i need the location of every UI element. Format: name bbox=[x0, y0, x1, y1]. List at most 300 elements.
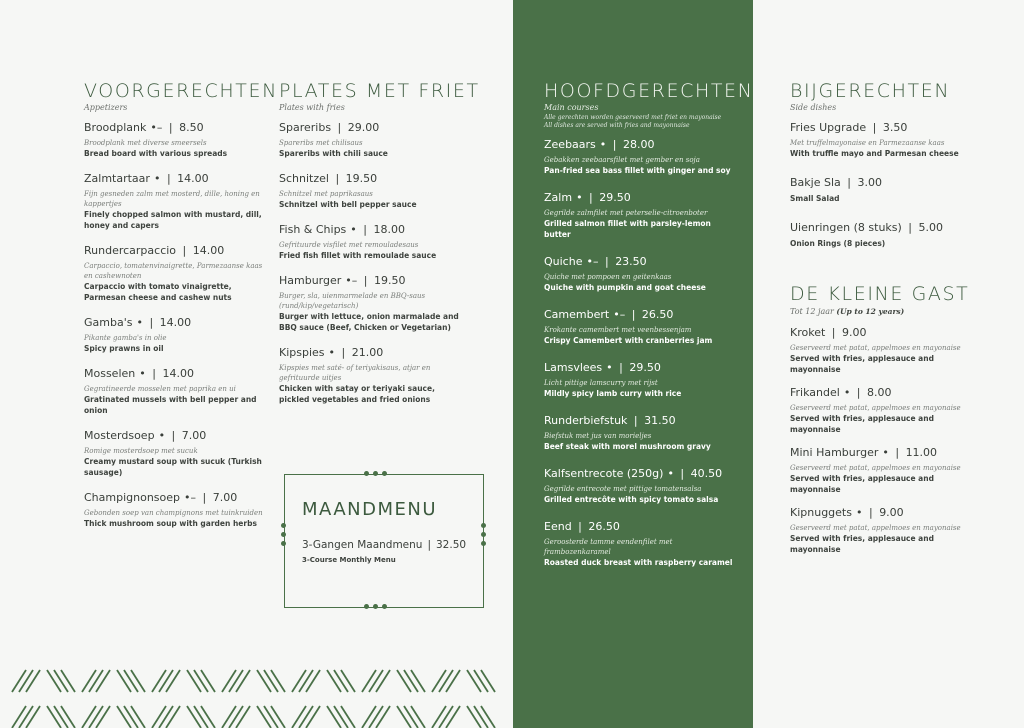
price-separator: | bbox=[904, 221, 916, 234]
menu-item-description-english: Grilled salmon fillet with parsley-lemon butter bbox=[544, 219, 711, 239]
menu-item-heading bbox=[544, 361, 734, 375]
section-subtitle bbox=[790, 306, 970, 317]
menu-item-heading bbox=[544, 414, 734, 428]
chevron-stroke bbox=[404, 706, 418, 728]
price-separator: | bbox=[359, 223, 371, 236]
menu-item bbox=[84, 121, 264, 159]
menu-item-heading bbox=[790, 506, 970, 520]
dietary-mark: • bbox=[158, 429, 166, 442]
menu-item-heading bbox=[84, 429, 264, 443]
menu-item-price: 7.00 bbox=[181, 429, 207, 442]
menu-item-name: Quiche bbox=[544, 255, 583, 268]
menu-item-description-dutch: Gebakken zeebaarsfilet met gember en soja bbox=[544, 156, 700, 164]
menu-item-name: Zeebaars bbox=[544, 138, 596, 151]
menu-item-description-dutch: Quiche met pompoen en geitenkaas bbox=[544, 273, 672, 281]
menu-item-price: 18.00 bbox=[373, 223, 405, 236]
menu-item-heading bbox=[279, 274, 464, 288]
menu-item-price: 3.00 bbox=[857, 176, 882, 189]
menu-item bbox=[790, 386, 970, 435]
menu-item-price: 29.50 bbox=[629, 361, 661, 374]
menu-item-name: Fish & Chips bbox=[279, 223, 347, 236]
menu-item-heading bbox=[84, 491, 264, 505]
menu-item-name: Hamburger bbox=[279, 274, 342, 287]
section-subtitle: Appetizers bbox=[84, 103, 128, 112]
menu-item-description-dutch: Romige mosterdsoep met sucuk bbox=[84, 447, 198, 455]
dietary-mark: •– bbox=[586, 255, 599, 268]
menu-item-heading bbox=[790, 221, 990, 235]
chevron-stroke bbox=[446, 706, 460, 728]
chevron-stroke bbox=[334, 670, 348, 692]
chevron-stroke bbox=[341, 706, 355, 728]
chevron-stroke bbox=[369, 706, 383, 728]
menu-item-description-english: Finely chopped salmon with mustard, dill, honey and capers bbox=[84, 210, 262, 230]
chevron-stroke bbox=[117, 706, 131, 728]
menu-item-price: 9.00 bbox=[879, 506, 904, 519]
menu-item bbox=[84, 429, 264, 478]
menu-item-heading bbox=[544, 191, 734, 205]
price-separator: | bbox=[869, 121, 880, 134]
menu-item-description-english: Pan-fried sea bass fillet with ginger and soy bbox=[544, 166, 731, 175]
menu-item-name: Eend bbox=[544, 520, 572, 533]
chevron-stroke bbox=[446, 670, 460, 692]
menu-item-price: 14.00 bbox=[162, 367, 194, 380]
price-separator: | bbox=[615, 361, 627, 374]
menu-item-name: Zalmtartaar bbox=[84, 172, 150, 185]
menu-item-name: Broodplank bbox=[84, 121, 147, 134]
chevron-stroke bbox=[411, 670, 425, 692]
menu-item-price: 31.50 bbox=[644, 414, 676, 427]
chevron-stroke bbox=[12, 706, 26, 728]
chevron-stroke bbox=[292, 706, 306, 728]
menu-item bbox=[84, 172, 264, 231]
monthly-menu-line bbox=[302, 539, 466, 551]
menu-item bbox=[544, 138, 734, 176]
menu-item bbox=[84, 367, 264, 416]
dietary-mark: • bbox=[139, 367, 146, 380]
price-separator: | bbox=[148, 367, 160, 380]
menu-item-description-dutch: Gegrilde zalmfilet met peterselie-citroenboter bbox=[544, 209, 708, 217]
chevron-stroke bbox=[432, 706, 446, 728]
dietary-mark: •– bbox=[150, 121, 163, 134]
decorative-dots-top bbox=[364, 471, 387, 476]
chevron-stroke bbox=[229, 670, 243, 692]
chevron-stroke bbox=[481, 670, 495, 692]
menu-item-price: 26.50 bbox=[588, 520, 620, 533]
chevron-stroke bbox=[439, 670, 453, 692]
monthly-menu-box bbox=[284, 474, 484, 608]
menu-item-description-english: Burger with lettuce, onion marmalade and BBQ sauce (Beef, Chicken or Vegetarian) bbox=[279, 312, 459, 332]
chevron-stroke bbox=[61, 670, 75, 692]
chevron-stroke bbox=[299, 706, 313, 728]
menu-item-price: 21.00 bbox=[351, 346, 384, 359]
menu-item-description-dutch: Fijn gesneden zalm met mosterd, dille, honing en kappertjes bbox=[84, 190, 260, 208]
chevron-stroke bbox=[432, 670, 446, 692]
chevron-stroke bbox=[327, 706, 341, 728]
monthly-menu-title: MAANDMENU bbox=[302, 499, 438, 520]
chevron-stroke bbox=[397, 670, 411, 692]
chevron-stroke bbox=[12, 670, 26, 692]
menu-item-price: 14.00 bbox=[177, 172, 209, 185]
chevron-stroke bbox=[159, 706, 173, 728]
price-separator: | bbox=[609, 138, 620, 151]
menu-item-price: 28.00 bbox=[623, 138, 655, 151]
menu-item bbox=[790, 446, 970, 495]
menu-item-heading bbox=[544, 467, 734, 481]
chevron-stroke bbox=[19, 670, 33, 692]
chevron-stroke bbox=[166, 670, 180, 692]
appetizers-section bbox=[84, 80, 278, 542]
menu-item-name: Spareribs bbox=[279, 121, 332, 134]
note-english: All dishes are served with fries and mayonnaise bbox=[544, 122, 690, 129]
section-note bbox=[544, 114, 734, 130]
menu-item-price: 11.00 bbox=[905, 446, 938, 459]
menu-item-name: Champignonsoep bbox=[84, 491, 181, 504]
dietary-mark: • bbox=[882, 446, 889, 459]
decorative-dots-left bbox=[281, 523, 286, 546]
menu-item-description-english: Small Salad bbox=[790, 194, 840, 203]
price-separator: | bbox=[865, 506, 877, 519]
chevron-stroke bbox=[327, 670, 341, 692]
chevron-stroke bbox=[362, 670, 376, 692]
menu-item-description-english: Onion Rings (8 pieces) bbox=[790, 239, 886, 248]
price-separator: | bbox=[843, 176, 855, 189]
chevron-stroke bbox=[82, 706, 96, 728]
menu-item-description-english: With truffle mayo and Parmesan cheese bbox=[790, 149, 959, 158]
price-separator: | bbox=[630, 414, 642, 427]
dietary-mark: • bbox=[855, 506, 863, 519]
menu-item bbox=[279, 274, 464, 333]
chevron-stroke bbox=[397, 706, 411, 728]
menu-item-description-dutch: Krokante camembert met veenbessenjam bbox=[544, 326, 692, 334]
menu-item-description-english: Carpaccio with tomato vinaigrette, Parmesan cheese and cashew nuts bbox=[84, 282, 232, 302]
menu-item-price: 19.50 bbox=[345, 172, 378, 185]
monthly-menu-price: 32.50 bbox=[436, 539, 467, 551]
price-separator: | bbox=[628, 308, 639, 321]
note-dutch: Alle gerechten worden geserveerd met friet en mayonaise bbox=[544, 114, 722, 121]
price-separator: | bbox=[145, 316, 157, 329]
menu-item-price: 5.00 bbox=[918, 221, 944, 234]
plates-list bbox=[279, 121, 464, 405]
chevron-stroke bbox=[264, 670, 278, 692]
menu-item-name: Zalm bbox=[544, 191, 573, 204]
price-separator: | bbox=[427, 539, 431, 551]
chevron-stroke bbox=[54, 706, 68, 728]
menu-item-heading bbox=[544, 308, 734, 322]
dietary-mark: • bbox=[667, 467, 674, 480]
section-title: DE KLEINE GAST bbox=[790, 283, 970, 305]
menu-item-description-english: Chicken with satay or teriyaki sauce, pickled vegetables and fried onions bbox=[279, 384, 435, 404]
menu-item-heading bbox=[790, 121, 990, 135]
monthly-menu-english: 3-Course Monthly Menu bbox=[302, 556, 396, 564]
menu-item bbox=[544, 308, 734, 346]
menu-item-description-english: Served with fries, applesauce and mayonnaise bbox=[790, 414, 934, 434]
menu-item-description-dutch: Burger, sla, uienmarmelade en BBQ-saus (rund/kip/vegetarisch) bbox=[279, 292, 426, 310]
menu-item-description-dutch: Gebonden soep van champignons met tuinkruiden bbox=[84, 509, 263, 517]
menu-item-description-dutch: Gegrilde entrecote met pittige tomatensalsa bbox=[544, 485, 702, 493]
menu-item-description-dutch: Met truffelmayonaise en Parmezaanse kaas bbox=[790, 139, 945, 147]
menu-item-description-dutch: Spareribs met chilisaus bbox=[279, 139, 363, 147]
menu-item-description-english: Creamy mustard soup with sucuk (Turkish sausage) bbox=[84, 457, 262, 477]
chevron-stroke bbox=[271, 706, 285, 728]
menu-item bbox=[790, 506, 970, 555]
decorative-chevron-pattern bbox=[0, 660, 513, 728]
price-separator: | bbox=[360, 274, 371, 287]
chevron-stroke bbox=[376, 670, 390, 692]
price-separator: | bbox=[334, 121, 345, 134]
price-separator: | bbox=[331, 172, 343, 185]
subtitle-dutch: Tot 12 jaar bbox=[790, 307, 834, 316]
menu-item-heading bbox=[84, 121, 264, 135]
chevron-stroke bbox=[131, 706, 145, 728]
chevron-stroke bbox=[19, 706, 33, 728]
menu-item-description-english: Gratinated mussels with bell pepper and onion bbox=[84, 395, 257, 415]
menu-item-description-english: Spareribs with chili sauce bbox=[279, 149, 388, 158]
menu-item-name: Fries Upgrade bbox=[790, 121, 867, 134]
menu-item-price: 26.50 bbox=[641, 308, 674, 321]
menu-item-price: 14.00 bbox=[192, 244, 225, 257]
menu-item bbox=[544, 467, 734, 505]
chevron-stroke bbox=[47, 670, 61, 692]
menu-item-heading bbox=[790, 176, 990, 190]
menu-item-description-dutch: Biefstuk met jus van morieljes bbox=[544, 432, 652, 440]
menu-item-description-english: Served with fries, applesauce and mayonnaise bbox=[790, 534, 934, 554]
price-separator: | bbox=[199, 491, 210, 504]
dietary-mark: • bbox=[576, 191, 583, 204]
menu-item-heading bbox=[279, 121, 464, 135]
chevron-stroke bbox=[369, 670, 383, 692]
menu-item-price: 29.50 bbox=[599, 191, 631, 204]
chevron-stroke bbox=[222, 706, 236, 728]
menu-item-heading bbox=[84, 367, 264, 381]
menu-item-heading bbox=[544, 520, 734, 534]
decorative-dots-right bbox=[481, 523, 486, 546]
menu-item-description-english: Fried fish fillet with remoulade sauce bbox=[279, 251, 437, 260]
chevron-stroke bbox=[166, 706, 180, 728]
menu-item-heading bbox=[790, 326, 970, 340]
section-title: HOOFDGERECHTEN bbox=[544, 80, 754, 102]
menu-item-description-dutch: Kipspies met saté- of teriyakisaus, atjar en gefrituurde uitjes bbox=[279, 364, 431, 382]
menu-item-name: Camembert bbox=[544, 308, 610, 321]
menu-item bbox=[279, 223, 464, 261]
menu-item bbox=[790, 221, 990, 249]
menu-item-name: Bakje Sla bbox=[790, 176, 841, 189]
menu-item-heading bbox=[790, 386, 970, 400]
menu-item-description-english: Roasted duck breast with raspberry caramel bbox=[544, 558, 733, 567]
chevron-stroke bbox=[187, 706, 201, 728]
chevron-stroke bbox=[236, 670, 250, 692]
price-separator: | bbox=[574, 520, 586, 533]
chevron-stroke bbox=[201, 706, 215, 728]
dietary-mark: • bbox=[350, 223, 357, 236]
appetizers-list bbox=[84, 121, 264, 529]
menu-item-description-dutch: Licht pittige lamscurry met rijst bbox=[544, 379, 658, 387]
chevron-stroke bbox=[292, 670, 306, 692]
chevron-stroke bbox=[152, 670, 166, 692]
chevron-stroke bbox=[26, 670, 40, 692]
menu-item-price: 9.00 bbox=[842, 326, 867, 339]
menu-item-price: 8.00 bbox=[867, 386, 892, 399]
menu-item-description-dutch: Geserveerd met patat, appelmoes en mayonaise bbox=[790, 524, 961, 532]
price-separator: | bbox=[165, 121, 177, 134]
menu-item-heading bbox=[84, 316, 264, 330]
menu-item-name: Mosterdsoep bbox=[84, 429, 155, 442]
chevron-stroke bbox=[376, 706, 390, 728]
dietary-mark: •– bbox=[184, 491, 197, 504]
menu-item bbox=[790, 176, 990, 204]
menu-item bbox=[790, 326, 970, 375]
chevron-stroke bbox=[236, 706, 250, 728]
menu-item-price: 3.50 bbox=[882, 121, 908, 134]
dietary-mark: •– bbox=[345, 274, 358, 287]
price-separator: | bbox=[338, 346, 349, 359]
chevron-stroke bbox=[96, 670, 110, 692]
chevron-stroke bbox=[89, 670, 103, 692]
menu-item-name: Mosselen bbox=[84, 367, 136, 380]
price-separator: | bbox=[168, 429, 179, 442]
menu-item-name: Kipnuggets bbox=[790, 506, 852, 519]
menu-item-heading bbox=[544, 138, 734, 152]
chevron-stroke bbox=[26, 706, 40, 728]
menu-item-heading bbox=[544, 255, 734, 269]
menu-item-price: 29.00 bbox=[347, 121, 380, 134]
menu-item-description-dutch: Gefrituurde visfilet met remouladesaus bbox=[279, 241, 419, 249]
menu-item-description-english: Mildly spicy lamb curry with rice bbox=[544, 389, 682, 398]
chevron-stroke bbox=[201, 670, 215, 692]
chevron-stroke bbox=[187, 670, 201, 692]
menu-item bbox=[279, 346, 464, 405]
menu-item-name: Kroket bbox=[790, 326, 826, 339]
kids-section bbox=[790, 283, 970, 566]
menu-item bbox=[544, 191, 734, 240]
menu-item-description-english: Beef steak with morel mushroom gravy bbox=[544, 442, 711, 451]
menu-item-name: Gamba's bbox=[84, 316, 133, 329]
menu-item-description-dutch: Broodplank met diverse smeersels bbox=[84, 139, 207, 147]
chevron-stroke bbox=[474, 670, 488, 692]
chevron-stroke bbox=[439, 706, 453, 728]
side-dishes-section bbox=[790, 80, 990, 266]
decorative-dots-bottom bbox=[364, 604, 387, 609]
chevron-stroke bbox=[117, 670, 131, 692]
menu-item bbox=[279, 121, 464, 159]
menu-item-heading bbox=[790, 446, 970, 460]
dietary-mark: • bbox=[599, 138, 607, 151]
main-courses-list bbox=[544, 138, 734, 568]
chevron-stroke bbox=[124, 670, 138, 692]
chevron-stroke bbox=[47, 706, 61, 728]
chevron-stroke bbox=[362, 706, 376, 728]
menu-item-description-english: Schnitzel with bell pepper sauce bbox=[279, 200, 417, 209]
chevron-stroke bbox=[257, 706, 271, 728]
chevron-stroke bbox=[467, 670, 481, 692]
chevron-stroke bbox=[54, 670, 68, 692]
dietary-mark: • bbox=[843, 386, 851, 399]
menu-item-description-english: Grilled entrecôte with spicy tomato salsa bbox=[544, 495, 719, 504]
chevron-stroke bbox=[194, 670, 208, 692]
menu-item-name: Rundercarpaccio bbox=[84, 244, 177, 257]
menu-item-description-dutch: Carpaccio, tomatenvinaigrette, Parmezaanse kaas en cashewnoten bbox=[84, 262, 263, 280]
price-separator: | bbox=[853, 386, 865, 399]
menu-item-description-dutch: Pikante gamba's in olie bbox=[84, 334, 167, 342]
menu-item bbox=[84, 316, 264, 354]
menu-item-description-english: Quiche with pumpkin and goat cheese bbox=[544, 283, 706, 292]
menu-item bbox=[544, 255, 734, 293]
menu-item-description-dutch: Geserveerd met patat, appelmoes en mayonaise bbox=[790, 464, 961, 472]
menu-item-price: 23.50 bbox=[615, 255, 647, 268]
dietary-mark: •– bbox=[613, 308, 626, 321]
menu-item-name: Uienringen (8 stuks) bbox=[790, 221, 902, 234]
monthly-menu-name: 3-Gangen Maandmenu bbox=[302, 539, 423, 551]
chevron-stroke bbox=[299, 670, 313, 692]
dietary-mark: • bbox=[606, 361, 613, 374]
menu-item-description-english: Spicy prawns in oil bbox=[84, 344, 164, 353]
menu-item-description-dutch: Geserveerd met patat, appelmoes en mayonaise bbox=[790, 344, 961, 352]
dietary-mark: • bbox=[153, 172, 161, 185]
menu-item-price: 8.50 bbox=[179, 121, 204, 134]
chevron-stroke bbox=[61, 706, 75, 728]
subtitle-english: (Up to 12 years) bbox=[836, 307, 905, 316]
chevron-stroke bbox=[257, 670, 271, 692]
price-separator: | bbox=[585, 191, 597, 204]
menu-item-name: Lamsvlees bbox=[544, 361, 603, 374]
kids-list bbox=[790, 326, 970, 555]
chevron-stroke bbox=[159, 670, 173, 692]
section-title: BIJGERECHTEN bbox=[790, 80, 951, 102]
chevron-stroke bbox=[306, 706, 320, 728]
menu-item-description-english: Thick mushroom soup with garden herbs bbox=[84, 519, 257, 528]
menu-item-price: 40.50 bbox=[690, 467, 723, 480]
chevron-stroke bbox=[481, 706, 495, 728]
menu-item bbox=[790, 121, 990, 159]
chevron-stroke bbox=[96, 706, 110, 728]
chevron-stroke bbox=[404, 670, 418, 692]
chevron-stroke bbox=[89, 706, 103, 728]
menu-item-heading bbox=[84, 244, 264, 258]
menu-item-name: Schnitzel bbox=[279, 172, 329, 185]
section-title: PLATES MET FRIET bbox=[279, 80, 480, 102]
menu-item-name: Mini Hamburger bbox=[790, 446, 879, 459]
menu-item bbox=[544, 414, 734, 452]
menu-item-description-english: Crispy Camembert with cranberries jam bbox=[544, 336, 713, 345]
menu-item-price: 14.00 bbox=[159, 316, 192, 329]
price-separator: | bbox=[891, 446, 903, 459]
menu-item-description-dutch: Schnitzel met paprikasaus bbox=[279, 190, 373, 198]
chevron-stroke bbox=[341, 670, 355, 692]
chevron-stroke bbox=[474, 706, 488, 728]
chevron-stroke bbox=[334, 706, 348, 728]
section-title: VOORGERECHTEN bbox=[84, 80, 278, 102]
menu-item-heading bbox=[279, 172, 464, 186]
chevron-stroke bbox=[411, 706, 425, 728]
chevron-stroke bbox=[82, 670, 96, 692]
menu-item bbox=[279, 172, 464, 210]
menu-item-name: Kalfsentrecote (250g) bbox=[544, 467, 664, 480]
menu-item bbox=[84, 244, 264, 303]
price-separator: | bbox=[828, 326, 839, 339]
chevron-stroke bbox=[152, 706, 166, 728]
menu-item-name: Frikandel bbox=[790, 386, 840, 399]
price-separator: | bbox=[601, 255, 613, 268]
price-separator: | bbox=[163, 172, 175, 185]
section-subtitle: Plates with fries bbox=[279, 103, 345, 112]
menu-item-price: 7.00 bbox=[212, 491, 238, 504]
chevron-stroke bbox=[271, 670, 285, 692]
menu-item-name: Kipspies bbox=[279, 346, 325, 359]
menu-item-description-english: Served with fries, applesauce and mayonnaise bbox=[790, 354, 934, 374]
chevron-stroke bbox=[194, 706, 208, 728]
chevron-stroke bbox=[131, 670, 145, 692]
chevron-stroke bbox=[229, 706, 243, 728]
chevron-stroke bbox=[264, 706, 278, 728]
